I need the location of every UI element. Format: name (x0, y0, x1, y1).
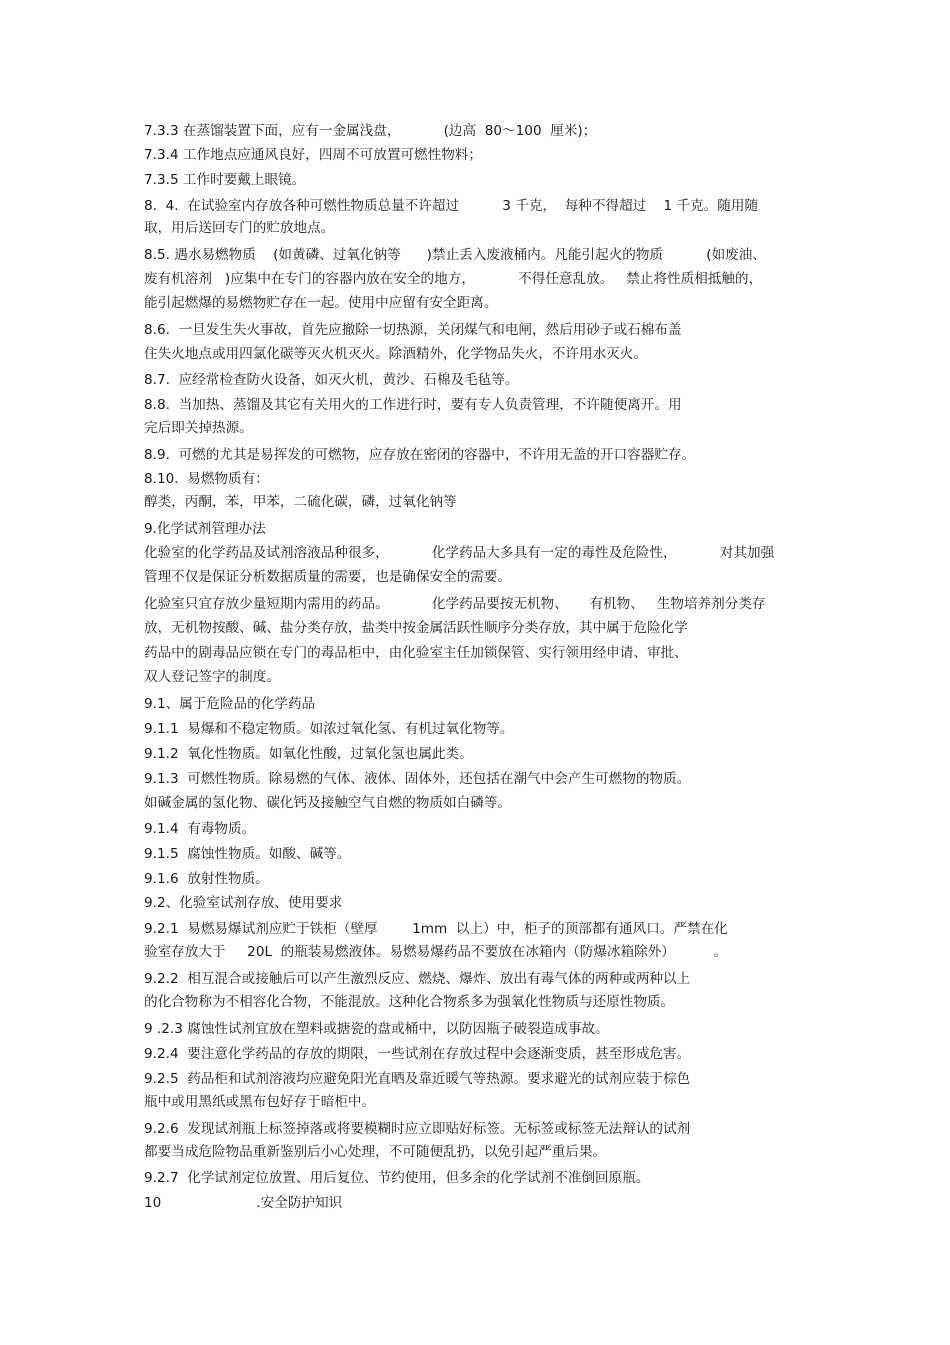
text-line: 9.2.7 化学试剂定位放置、用后复位、节约使用，但多余的化学试剂不准倒回原瓶。 (144, 1170, 650, 1186)
text-line: 能引起燃爆的易燃物贮存在一起。使用中应留有安全距离。 (144, 295, 498, 311)
text-line: 醇类，丙酮，苯，甲苯，二硫化碳，磷，过氧化钠等 (144, 494, 457, 510)
text-line: 废有机溶剂 )应集中在专门的容器内放在安全的地方， 不得任意乱放。 禁止将性质相抵触的， (144, 271, 763, 287)
text-line: 9.2.5 药品柜和试剂溶液均应避免阳光直晒及靠近暖气等热源。要求避光的试剂应装于棕色 (144, 1071, 691, 1087)
text-line: 都要当成危险物品重新鉴别后小心处理，不可随便乱扔，以免引起严重后果。 (144, 1144, 607, 1160)
text-line: 7.3.5 工作时要戴上眼镜。 (144, 172, 306, 188)
text-line: 双人登记签字的制度。 (144, 669, 280, 685)
text-line: 8.7. 应经常检查防火设备，如灭火机，黄沙、石棉及毛毡等。 (144, 372, 519, 388)
text-line: 9.1.2 氧化性物质。如氧化性酸，过氧化氢也属此类。 (144, 746, 473, 762)
text-line: 完后即关掉热源。 (144, 420, 253, 436)
text-line: 8.10. 易燃物质有： (144, 471, 269, 487)
text-line: 验室存放大于 20L 的瓶装易燃液体。易燃易爆药品不要放在冰箱内（防爆冰箱除外） 。 (144, 944, 728, 960)
text-line: 7.3.3 在蒸馏装置下面，应有一金属浅盘， (边高 80～100 厘米)； (144, 123, 597, 139)
text-line: 管理不仅是保证分析数据质量的需要，也是确保安全的需要。 (144, 569, 512, 585)
section-heading: 10 .安全防护知识 (144, 1195, 343, 1211)
text-line: 药品中的剧毒品应锁在专门的毒品柜中，由化验室主任加锁保管、实行领用经申请、审批、 (144, 645, 688, 661)
text-line: 9 .2.3 腐蚀性试剂宜放在塑料或搪瓷的盘或桶中，以防因瓶子破裂造成事故。 (144, 1021, 609, 1037)
text-line: 9.2.6 发现试剂瓶上标签掉落或将要模糊时应立即贴好标签。无标签或标签无法辩认的试剂 (144, 1121, 691, 1137)
text-line: 9.2.2 相互混合或接触后可以产生激烈反应、燃烧、爆炸、放出有毒气体的两种或两种以上 (144, 971, 691, 987)
text-line: 瓶中或用黑纸或黑布包好存于暗柜中。 (144, 1094, 376, 1110)
text-line: 9.1、属于危险品的化学药品 (144, 696, 316, 712)
text-line: 的化合物称为不相容化合物，不能混放。这种化合物系多为强氧化性物质与还原性物质。 (144, 994, 675, 1010)
text-line: 9.1.3 可燃性物质。除易燃的气体、液体、固体外，还包括在潮气中会产生可燃物的物质。 (144, 771, 691, 787)
text-line: 9.2、化验室试剂存放、使用要求 (144, 895, 343, 911)
text-line: 9.1.4 有毒物质。 (144, 821, 256, 837)
text-line: 化验室只宜存放少量短期内需用的药品。 化学药品要按无机物、 有机物、 生物培养剂分类存 (144, 596, 766, 612)
text-line: 住失火地点或用四氯化碳等灭火机灭火。除酒精外，化学物品失火，不许用水灭火。 (144, 346, 647, 362)
text-line: 9.1.5 腐蚀性物质。如酸、碱等。 (144, 846, 351, 862)
text-line: 9.2.4 要注意化学药品的存放的期限，一些试剂在存放过程中会逐渐变质，甚至形成危害。 (144, 1046, 691, 1062)
text-line: 放，无机物按酸、碱、盐分类存放，盐类中按金属活跃性顺序分类存放，其中属于危险化学 (144, 620, 688, 636)
text-line: 9.1.6 放射性物质。 (144, 871, 269, 887)
text-line: 化验室的化学药品及试剂溶液品种很多， 化学药品大多具有一定的毒性及危险性， 对其加强 (144, 545, 775, 561)
text-line: 9.化学试剂管理办法 (144, 521, 266, 537)
text-line: 9.2.1 易燃易爆试剂应贮于铁柜（壁厚 1mm 以上）中，柜子的顶部都有通风口。严禁在化 (144, 921, 728, 937)
text-line: 8.6. 一旦发生失火事故，首先应撤除一切热源，关闭煤气和电闸，然后用砂子或石棉布盖 (144, 322, 682, 338)
text-line: 8. 4. 在试验室内存放各种可燃性物质总量不许超过 3 千克， 每种不得超过 1 千克。随用随 (144, 198, 759, 214)
text-line: 8.9. 可燃的尤其是易挥发的可燃物，应存放在密闭的容器中，不许用无盖的开口容器贮存。 (144, 447, 696, 463)
text-line: 7.3.4 工作地点应通风良好，四周不可放置可燃性物料； (144, 147, 482, 163)
text-line: 8.5. 遇水易燃物质 (如黄磷、过氧化钠等 )禁止丢入废液桶内。凡能引起火的物质 (如废油、 (144, 247, 766, 263)
text-line: 取，用后送回专门的贮放地点。 (144, 220, 335, 236)
text-line: 如碱金属的氢化物、碳化钙及接触空气自燃的物质如白磷等。 (144, 795, 512, 811)
text-line: 8.8. 当加热、蒸馏及其它有关用火的工作进行时，要有专人负责管理，不许随便离开。用 (144, 397, 682, 413)
text-line: 9.1.1 易爆和不稳定物质。如浓过氧化氢、有机过氧化物等。 (144, 721, 514, 737)
